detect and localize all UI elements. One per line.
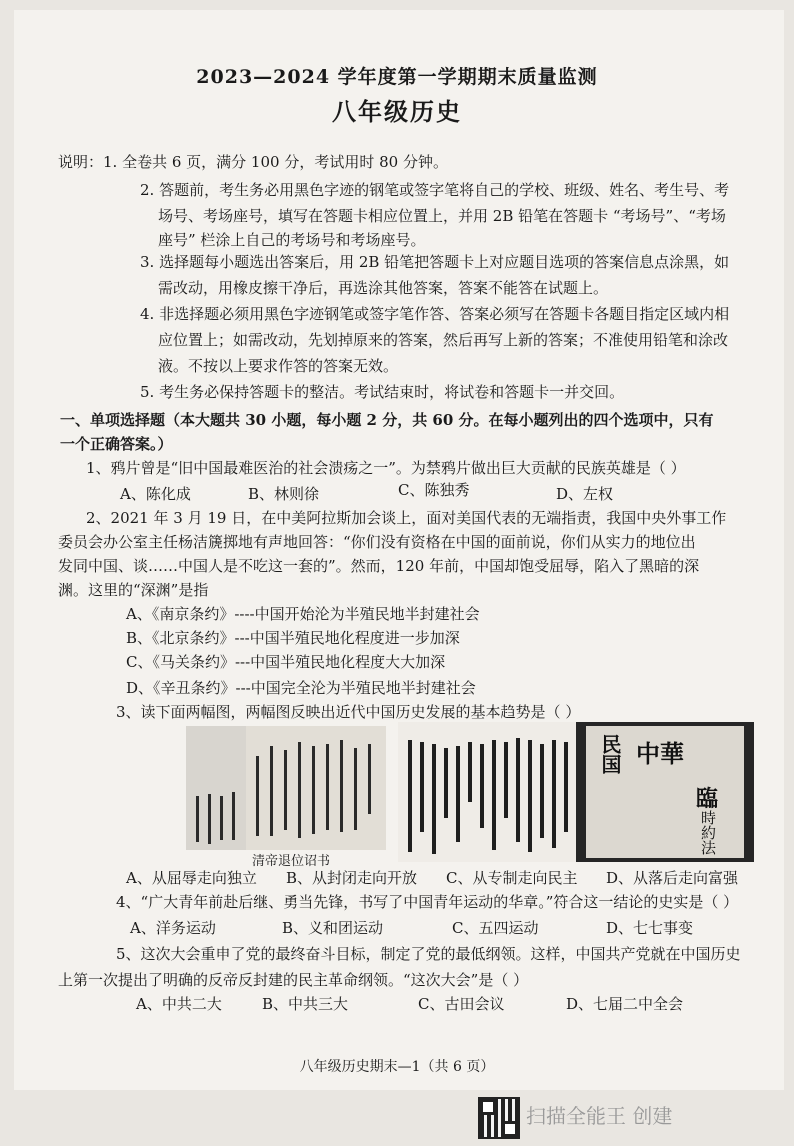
option-b: B、义和团运动 (282, 919, 384, 937)
question-2-stem: 委员会办公室主任杨洁篪掷地有声地回答：“你们没有资格在中国的面前说，你们从实力的地位出 (58, 533, 696, 551)
instruction-line: 说明：1. 全卷共 6 页，满分 100 分，考试用时 80 分钟。 (58, 153, 448, 171)
option-c: C、《马关条约》---中国半殖民地化程度大大加深 (126, 653, 446, 671)
abdication-edict-photo (186, 726, 386, 850)
section-heading: 一、单项选择题（本大题共 30 小题，每小题 2 分，共 60 分。在每小题列出的四个选项中，只有 (60, 411, 714, 429)
exam-subject: 八年级历史 (332, 97, 462, 126)
instruction-line: 需改动，用橡皮擦干净后，再选涂其他答案，答案不能答在试题上。 (158, 279, 609, 297)
cover-title-line2: 民国 (598, 734, 622, 774)
option-b: B、从封闭走向开放 (286, 869, 418, 887)
instruction-line: 液。不按以上要求作答的答案无效。 (158, 357, 399, 375)
question-3-stem: 3、读下面两幅图，两幅图反映出近代中国历史发展的基本趋势是（ ） (116, 703, 581, 721)
option-b: B、林则徐 (248, 485, 320, 503)
option-b: B、《北京条约》---中国半殖民地化程度进一步加深 (126, 629, 460, 647)
option-d: D、左权 (556, 485, 614, 503)
option-b: B、中共三大 (262, 995, 349, 1013)
instruction-line: 场号、考场座号，填写在答题卡相应位置上，并用 2B 铅笔在答题卡 “考场号”、“考场 (158, 207, 726, 225)
option-a: A、从屈辱走向独立 (126, 869, 257, 887)
option-d: D、七届二中全会 (566, 995, 684, 1013)
option-d: D、《辛丑条约》---中国完全沦为半殖民地半封建社会 (126, 679, 476, 697)
option-d: D、七七事变 (606, 919, 694, 937)
cover-title-line4: 時約法 (699, 810, 717, 855)
question-2-stem: 2、2021 年 3 月 19 日，在中美阿拉斯加会谈上，面对美国代表的无端指责，我国中央外事工作 (86, 509, 727, 527)
option-c: C、五四运动 (452, 919, 539, 937)
question-5-stem: 5、这次大会重申了党的最终奋斗目标，制定了党的最低纲领。这样，中国共产党就在中国历史 (116, 945, 741, 963)
question-3-figures (186, 722, 754, 872)
option-c: C、从专制走向民主 (446, 869, 578, 887)
option-a: A、陈化成 (120, 485, 191, 503)
section-heading: 一个正确答案。） (60, 435, 173, 453)
figure-caption: 清帝退位诏书 (252, 854, 331, 869)
option-a: A、洋务运动 (130, 919, 216, 937)
question-1-stem: 1、鸦片曾是“旧中国最难医治的社会溃疡之一”。为禁鸦片做出巨大贡献的民族英雄是（ ） (86, 459, 686, 477)
instruction-line: 5. 考生务必保持答题卡的整洁。考试结束时，将试卷和答题卡一并交回。 (140, 383, 625, 401)
option-c: C、陈独秀 (398, 481, 470, 499)
question-2-stem: 发同中国、谈……中国人是不吃这一套的”。然而，120 年前，中国却饱受屈辱，陷入了黑暗的深 (58, 557, 700, 575)
option-d: D、从落后走向富强 (606, 869, 739, 887)
instruction-line: 座号” 栏涂上自己的考场号和考场座号。 (158, 231, 426, 249)
provisional-constitution-cover (576, 722, 754, 862)
option-a: A、中共二大 (136, 995, 222, 1013)
page-footer: 八年级历史期末—1（共 6 页） (299, 1059, 495, 1075)
cover-title-line1: 中華 (636, 739, 684, 768)
scanner-watermark: 扫描全能王 创建 (526, 1104, 673, 1128)
instruction-line: 3. 选择题每小题选出答案后，用 2B 铅笔把答题卡上对应题目选项的答案信息点涂黑，如 (140, 253, 730, 271)
instruction-line: 应位置上；如需改动，先划掉原来的答案，然后再写上新的答案；不准使用铅笔和涂改 (158, 331, 729, 349)
cover-title-line3: 臨 (696, 786, 719, 812)
qr-code-icon (478, 1097, 520, 1139)
instruction-line: 4. 非选择题必须用黑色字迹钢笔或签字笔作答、答案必须写在答题卡各题目指定区域内相 (140, 305, 730, 323)
constitution-text-photo (398, 722, 576, 862)
question-2-stem: 渊。这里的“深渊”是指 (58, 581, 209, 599)
option-c: C、古田会议 (418, 995, 505, 1013)
question-5-stem: 上第一次提出了明确的反帝反封建的民主革命纲领。“这次大会”是（ ） (58, 971, 529, 989)
instruction-line: 2. 答题前，考生务必用黑色字迹的钢笔或签字笔将自己的学校、班级、姓名、考生号、考 (140, 181, 730, 199)
exam-title: 2023—2024 学年度第一学期期末质量监测 (196, 66, 598, 88)
option-a: A、《南京条约》----中国开始沦为半殖民地半封建社会 (126, 605, 480, 623)
question-4-stem: 4、“广大青年前赴后继、勇当先锋，书写了中国青年运动的华章。”符合这一结论的史实是（ ） (116, 893, 739, 911)
